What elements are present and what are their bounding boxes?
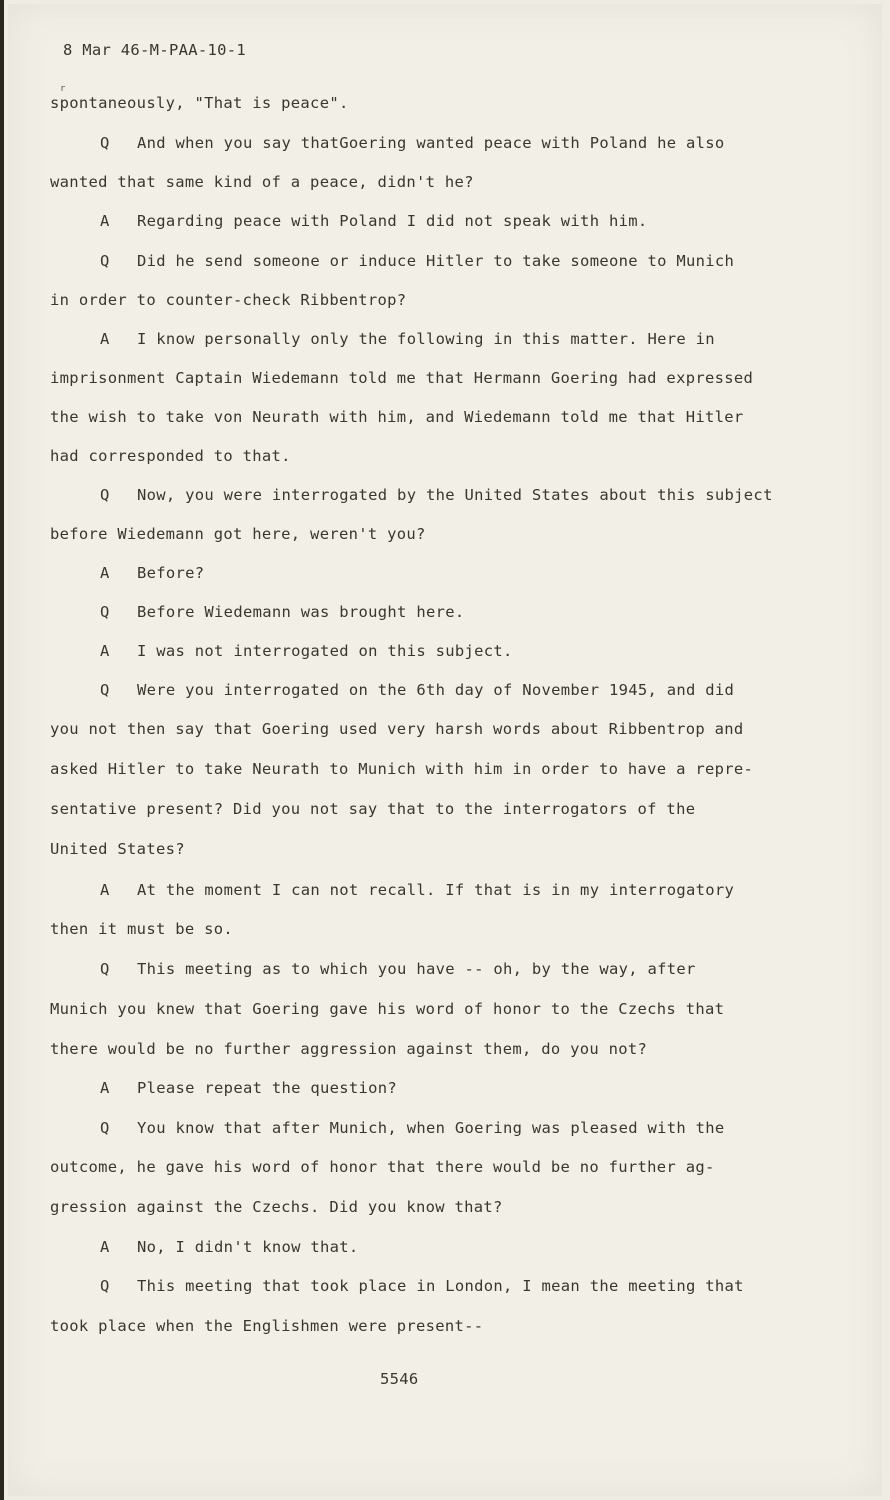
transcript-line: the wish to take von Neurath with him, and Wiedemann told me that Hitler [50,408,744,426]
speaker-label: A [100,1238,110,1256]
scan-edge [0,0,4,1500]
transcript-line: there would be no further aggression against them, do you not? [50,1040,648,1058]
transcript-line: No, I didn't know that. [137,1238,359,1256]
transcript-line: Before? [137,564,205,582]
transcript-line: This meeting that took place in London, I mean the meeting that [137,1277,744,1295]
transcript-line: Now, you were interrogated by the United States about this subject [137,486,773,504]
document-page [8,4,882,1496]
transcript-line: wanted that same kind of a peace, didn't he? [50,173,474,191]
speaker-label: Q [100,1277,110,1295]
transcript-line: spontaneously, "That is peace". [50,94,349,112]
transcript-line: outcome, he gave his word of honor that there would be no further ag- [50,1158,715,1176]
transcript-line: in order to counter-check Ribbentrop? [50,291,407,309]
transcript-line: Did he send someone or induce Hitler to take someone to Munich [137,252,735,270]
speaker-label: Q [100,681,110,699]
speaker-label: A [100,881,110,899]
transcript-line: imprisonment Captain Wiedemann told me that Hermann Goering had expressed [50,369,754,387]
transcript-line: Munich you knew that Goering gave his word of honor to the Czechs that [50,1000,725,1018]
transcript-line: I know personally only the following in this matter. Here in [137,330,715,348]
transcript-line: asked Hitler to take Neurath to Munich with him in order to have a repre- [50,760,754,778]
transcript-line: This meeting as to which you have -- oh, by the way, after [137,960,696,978]
speaker-label: Q [100,486,110,504]
transcript-line: had corresponded to that. [50,447,291,465]
page-number: 5546 [380,1370,419,1388]
transcript-line: gression against the Czechs. Did you know that? [50,1198,503,1216]
transcript-line: Before Wiedemann was brought here. [137,603,465,621]
speaker-label: Q [100,1119,110,1137]
transcript-line: took place when the Englishmen were present-- [50,1317,484,1335]
transcript-line: I was not interrogated on this subject. [137,642,513,660]
transcript-line: you not then say that Goering used very harsh words about Ribbentrop and [50,720,744,738]
speaker-label: Q [100,252,110,270]
speaker-label: Q [100,960,110,978]
transcript-line: You know that after Munich, when Goering was pleased with the [137,1119,725,1137]
speaker-label: A [100,212,110,230]
margin-mark: r [60,84,66,94]
transcript-line: At the moment I can not recall. If that is in my interrogatory [137,881,735,899]
transcript-line: sentative present? Did you not say that to the interrogators of the [50,800,696,818]
speaker-label: A [100,564,110,582]
transcript-line: Please repeat the question? [137,1079,398,1097]
speaker-label: A [100,642,110,660]
speaker-label: Q [100,134,110,152]
transcript-line: And when you say thatGoering wanted peace with Poland he also [137,134,725,152]
document-header: 8 Mar 46-M-PAA-10-1 [63,41,247,59]
transcript-line: then it must be so. [50,920,234,938]
speaker-label: A [100,1079,110,1097]
speaker-label: A [100,330,110,348]
speaker-label: Q [100,603,110,621]
transcript-line: before Wiedemann got here, weren't you? [50,525,426,543]
transcript-line: United States? [50,840,185,858]
transcript-line: Regarding peace with Poland I did not speak with him. [137,212,648,230]
transcript-line: Were you interrogated on the 6th day of November 1945, and did [137,681,735,699]
